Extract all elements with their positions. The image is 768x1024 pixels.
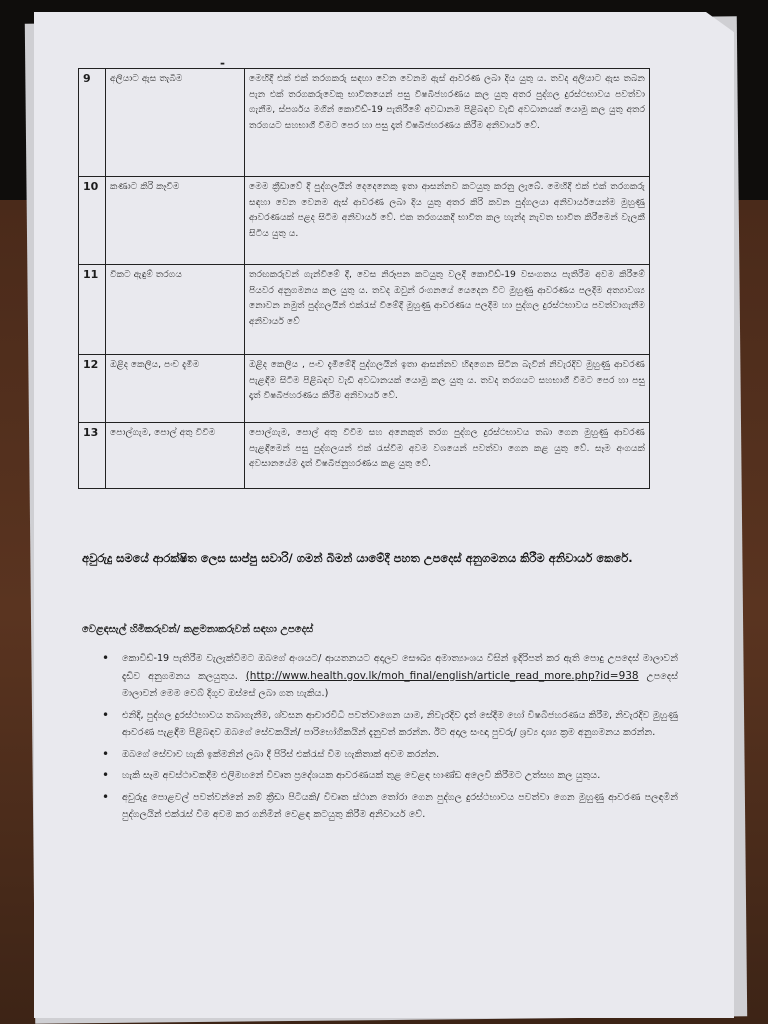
list-item xyxy=(122,789,678,824)
advice-subheading: වෙළඳසැල් හිමිකරුවන්/ කළමනාකරුවන් සඳහා උපදෙස් xyxy=(82,624,314,635)
activity-name: කණාට කිරි කෑවීම xyxy=(106,177,245,265)
advice-text: අවුරුදු පොළවල් පවත්වන්නේ නම් ක්‍රීඩා පිටියකි/ විවෘත ස්ථාන තෝරා ගෙන පුද්ගල දුරස්ථභාවය පවත්වා ගෙන මුහුණු ආවරණ පලඳමින් පුද්ගලයින් එක්රැස් වීම අවම කර ගනිමින් වෙළඳ කටයුතු කිරීම අනිවාර්ය වේ. xyxy=(122,791,678,820)
activity-name: ඔළිද කෙලිය, පංච දැමීම xyxy=(106,355,245,423)
section-heading: අවුරුදු සමයේ ආරක්ෂිත ලෙස සාප්පු සවාරි/ ගමන් බිමන් යාමේදී පහත උපදෙස් අනුගමනය කිරීම අනිවාර්ය කෙරේ. xyxy=(82,551,633,565)
table-row xyxy=(79,355,650,423)
row-number: 12 xyxy=(79,355,106,423)
health-ministry-link[interactable]: (http://www.health.gov.lk/moh_final/english/article_read_more.php?id=938 xyxy=(245,669,639,682)
advice-text-tail: උපදෙස් මාලාවන් මෙම වෙබ් දිගුව ඔස්සේ ලබා ගත හැකිය.) xyxy=(122,670,678,699)
row-number: 10 xyxy=(79,177,106,265)
advice-text: කොවිඩ්-19 පැතිරීම වැලැක්වීමට ඔබගේ අංශයට/ ආයතනයට අදාලව සෞඛ්‍ය අමාත්‍යාංශය විසින් ඉදිරිපත් කර ඇති පොදු උපදෙස් මාලාවන් දැඩිව අනුගමනය කලයුතුය. xyxy=(122,653,678,682)
activity-name: අලියාට ඇස තැබීම xyxy=(106,69,245,177)
activity-description: තරඟකරුවන් ගැන්වීමේ දී, වෙස නිරූපන කටයුතු වලදී කොවිඩ්-19 වසංගතය පැතිරීම අවම කිරීමේ පියවර අනුගමනය කල යුතු ය. තවද ඔවුන් රංගනයේ යෙදෙන විට මුහුණු ආවරණය පලදීම අත්‍යාවශ්‍ය නොවන නමුත් පුද්ගලයින් එක්රැස් වීමේදී මුහුණු ආවරණය පලදීම හා පුද්ගල දුරස්ථභාවය පවත්වාගැනීම අනිවාර්ය වේ xyxy=(245,265,650,355)
list-item xyxy=(122,707,678,742)
table-row xyxy=(79,177,650,265)
activity-description: පොල්ගැම, පොල් අතු විවීම සහ අනෙකුත් තරග පුද්ගල දුරස්ථභාවය තබා ගෙන මුහුණු ආවරණ පැළඳීමෙන් පසු පුද්ගලයන් එක් රැස්වීම අවම වශයෙන් පවත්වා ගෙන කළ යුතු වේ. සෑම අංගයක් අවසානයේම දෑත් විෂබීජනුහරණය කළ යුතු වේ. xyxy=(245,423,650,489)
activity-name: පොල්ගැම, පොල් අතු විවීම xyxy=(106,423,245,489)
advice-text: හැකි සෑම අවස්ථාවකදීම එලිමහනේ විවෘත ප්‍රදේශයක ආවරණයක් තුළ වෙළඳ භාණ්ඩ අලෙවි කිරීමට උත්සහ කල යුතුය. xyxy=(122,770,601,781)
list-item xyxy=(122,650,678,703)
row-number: 9 xyxy=(79,69,106,177)
row-number: 11 xyxy=(79,265,106,355)
advice-text: ඔබගේ සේවාව හැකි ඉක්මනින් ලබා දී පිරිස් එක්රැස් වීම හැකිතාක් අවම කරන්න. xyxy=(122,748,440,760)
advice-text: එනිදි, පුද්ගල දුරස්ථභාවය තබාගැනීම, ශ්වසන ආචාරවිධි පවත්වාගෙන යාම, නිවැරදිව දෑත් සේදීම හෝ විෂබීජහරණය කිරීම, නිවැරදිව මුහුණු ආවරණ පැළඳීම පිළිබඳව ඔබගේ සේවකයින්/ පාරිභෝගිකයින් දැනුවත් කරන්න. ඊට අදාල සංඥා පුවරු/ ශ්‍රව්‍ය දෘශ්‍ය ක්‍රම අනුගමනය කරන්න. xyxy=(122,709,678,738)
activity-description: මෙම ක්‍රීඩාවේ දී පුද්ගලයින් දෙදෙනෙකු ඉතා ආසන්නව කටයුතු කරනු ලැබේ. මෙහිදී එක් එක් තරගකරු සඳහා වෙන වෙනම ඇස් ආවරණ ලබා දිය යුතු අතර කිරි කවන පුද්ගලයා අනිවාර්යයෙන්ම මුහුණු ආවරණයක් පළද සිටීම අනිවාර්ය වේ. එක තරගයකදී භාවිත කල හැන්ද නැවත භාවිත කිරීමෙන් වැලකී සිටිය යුතු ය. xyxy=(245,177,650,265)
advice-list xyxy=(100,650,678,828)
list-item xyxy=(122,767,678,785)
activity-description: මෙහිදී එක් එක් තරගකරු සඳහා වෙන වෙනම ඇස් ආවරණ ලබා දිය යුතු ය. තවද අලියාට ඇස තබන පැන එක් තරගකරුවෙකු භාවිතයෙන් පසු විෂබීජහරණය කල යුතු අතර පුද්ගල දුරස්ථභාවය පවත්වා ගැනීම, ස්පර්ශය මගින් කොවිඩ්-19 පැතිරීමේ අවධානම පිළිබඳව වැඩි අවධානයක් යොමු කල යුතු අතර තරගයට සහභාගී වීමට පෙර හා පසු දෑත් විෂබීජහරණය කිරීම අනිවාර්ය වේ. xyxy=(245,69,650,177)
activity-rules-table xyxy=(78,68,650,489)
activity-name: විකට ඇඳුම් තරගය xyxy=(106,265,245,355)
page-mark-dash: - xyxy=(220,56,225,70)
table-row xyxy=(79,69,650,177)
list-item xyxy=(122,746,678,764)
table-row xyxy=(79,265,650,355)
table-row xyxy=(79,423,650,489)
activity-description: ඔළිද කෙලිය , පංච දැමීමේදී පුද්ගලයින් ඉතා ආසන්නව හිඳගෙන සිටින බැවින් නිවැරදිව මුහුණු ආවරණ පැළඳීම සිටීම පිළිබඳව වැඩි අවධානයක් යොමු කල යුතු ය. තවද තරගයට සහභාගී වීමට පෙර හා පසු දෑත් විෂබීජහරණය කිරීම අනිවාර්ය වේ. xyxy=(245,355,650,423)
row-number: 13 xyxy=(79,423,106,489)
